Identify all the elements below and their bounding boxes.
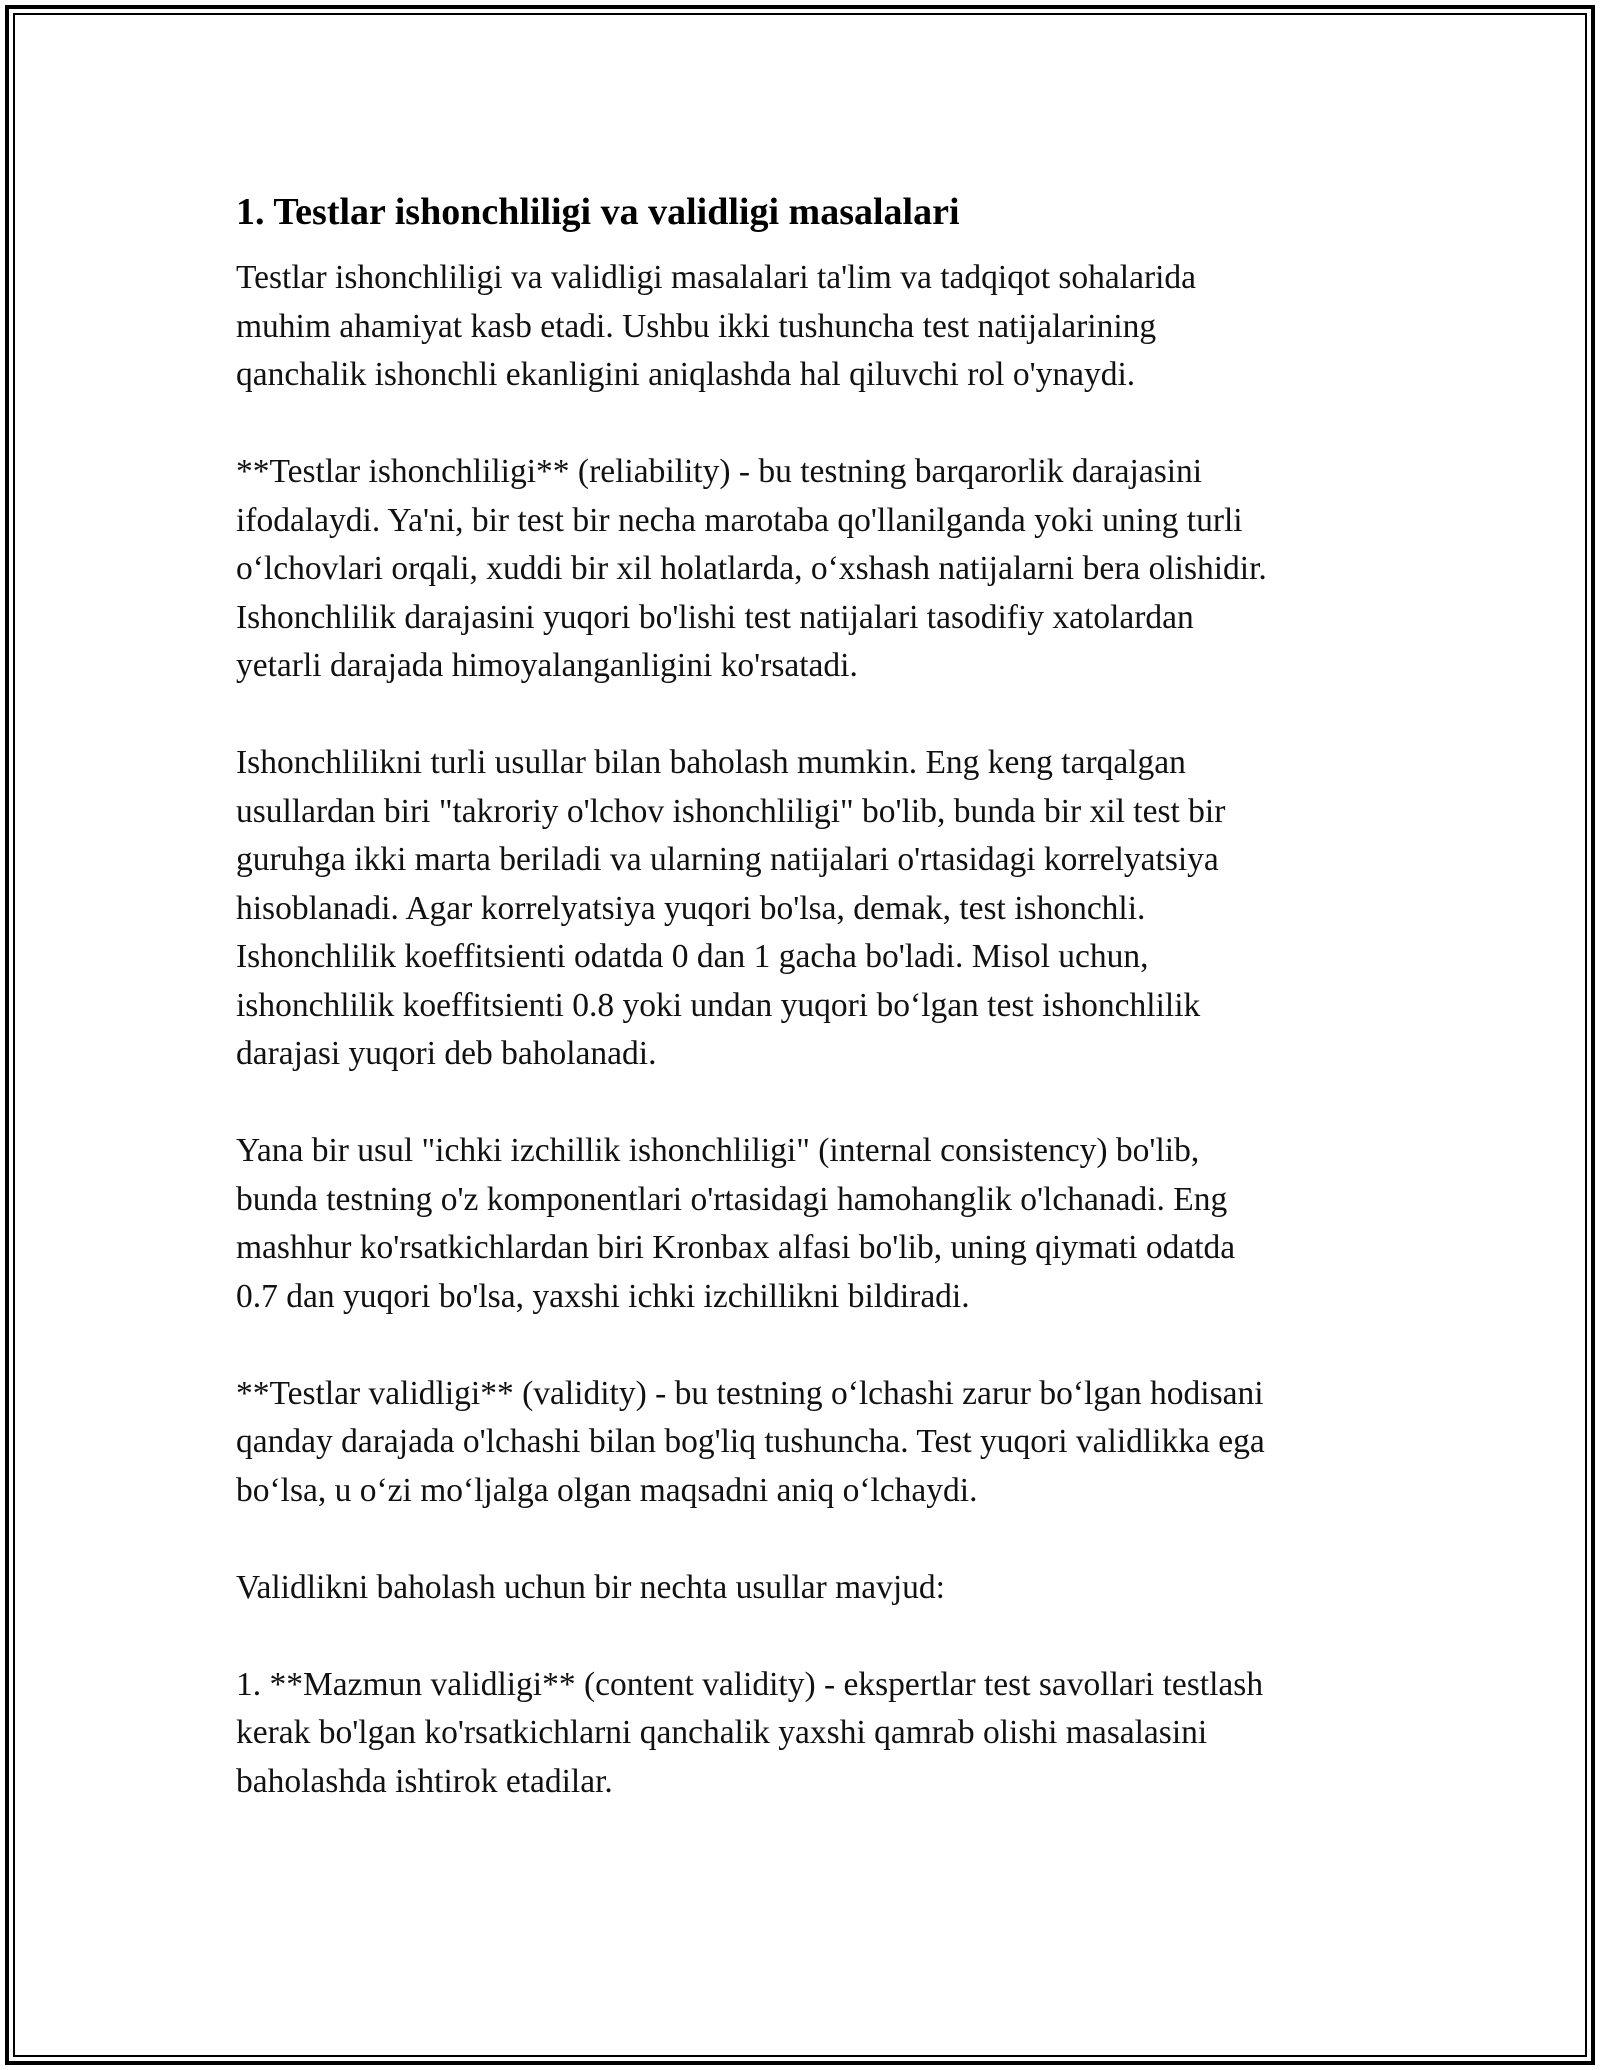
paragraph-line: qanchalik ishonchli ekanligini aniqlashda hal qiluvchi rol o'ynaydi. <box>236 356 1136 393</box>
paragraph-line: 0.7 dan yuqori bo'lsa, yaxshi ichki izchillikni bildiradi. <box>236 1277 970 1315</box>
paragraph-line: Ishonchlilikni turli usullar bilan baholash mumkin. Eng keng tarqalgan <box>236 744 1186 781</box>
paragraph-list <box>236 254 1376 1806</box>
paragraph-line: muhim ahamiyat kasb etadi. Ushbu ikki tushuncha test natijalarining <box>236 307 1157 345</box>
paragraph <box>236 1127 1376 1321</box>
paragraph-line: Testlar ishonchliligi va validligi masalalari ta'lim va tadqiqot sohalarida <box>236 259 1197 296</box>
paragraph-line: yetarli darajada himoyalanganligini ko'rsatadi. <box>236 647 858 684</box>
paragraph <box>236 1661 1376 1807</box>
paragraph-line: hisoblanadi. Agar korrelyatsiya yuqori bo'lsa, demak, test ishonchli. <box>236 889 1146 927</box>
paragraph-line: Yana bir usul "ichki izchillik ishonchliligi" (internal consistency) bo'lib, <box>236 1132 1200 1169</box>
paragraph-line: usullardan biri "takroriy o'lchov ishonchliligi" bo'lib, bunda bir xil test bir <box>236 792 1226 830</box>
paragraph-line: ifodalaydi. Ya'ni, bir test bir necha marotaba qo'llanilganda yoki uning turli <box>236 501 1243 539</box>
paragraph-line: kerak bo'lgan ko'rsatkichlarni qanchalik yaxshi qamrab olishi masalasini <box>236 1714 1208 1751</box>
paragraph-line: mashhur ko'rsatkichlardan biri Kronbax alfasi bo'lib, uning qiymati odatda <box>236 1229 1236 1266</box>
paragraph-line: ishonchlilik koeffitsienti 0.8 yoki undan yuqori bo‘lgan test ishonchlilik <box>236 986 1201 1024</box>
paragraph-line: baholashda ishtirok etadilar. <box>236 1762 613 1800</box>
paragraph-line: o‘lchovlari orqali, xuddi bir xil holatlarda, o‘xshash natijalarni bera olishidir. <box>236 550 1267 587</box>
paragraph-line: darajasi yuqori deb baholanadi. <box>236 1035 657 1072</box>
paragraph-line: bo‘lsa, u o‘zi mo‘ljalga olgan maqsadni aniq o‘lchaydi. <box>236 1471 978 1509</box>
paragraph <box>236 254 1376 400</box>
paragraph-line: Ishonchlilik koeffitsienti odatda 0 dan 1 gacha bo'ladi. Misol uchun, <box>236 938 1149 975</box>
document-title: 1. Testlar ishonchliligi va validligi masalalari <box>236 191 960 233</box>
paragraph-line: qanday darajada o'lchashi bilan bog'liq tushuncha. Test yuqori validlikka ega <box>236 1423 1265 1460</box>
paragraph-line: bunda testning o'z komponentlari o'rtasidagi hamohanglik o'lchanadi. Eng <box>236 1180 1228 1218</box>
paragraph-line: 1. **Mazmun validligi** (content validity) - ekspertlar test savollari testlash <box>236 1665 1264 1703</box>
paragraph <box>236 1564 1376 1613</box>
paragraph-line: guruhga ikki marta beriladi va ularning natijalari o'rtasidagi korrelyatsiya <box>236 841 1219 878</box>
paragraph-line: Ishonchlilik darajasini yuqori bo'lishi test natijalari tasodifiy xatolardan <box>236 598 1194 636</box>
paragraph-line: **Testlar validligi** (validity) - bu testning o‘lchashi zarur bo‘lgan hodisani <box>236 1374 1264 1412</box>
paragraph-line: **Testlar ishonchliligi** (reliability) - bu testning barqarorlik darajasini <box>236 453 1203 490</box>
document-body <box>236 186 1376 1855</box>
paragraph <box>236 448 1376 691</box>
paragraph-line: Validlikni baholash uchun bir nechta usullar mavjud: <box>236 1568 945 1606</box>
paragraph <box>236 1370 1376 1516</box>
paragraph <box>236 739 1376 1079</box>
